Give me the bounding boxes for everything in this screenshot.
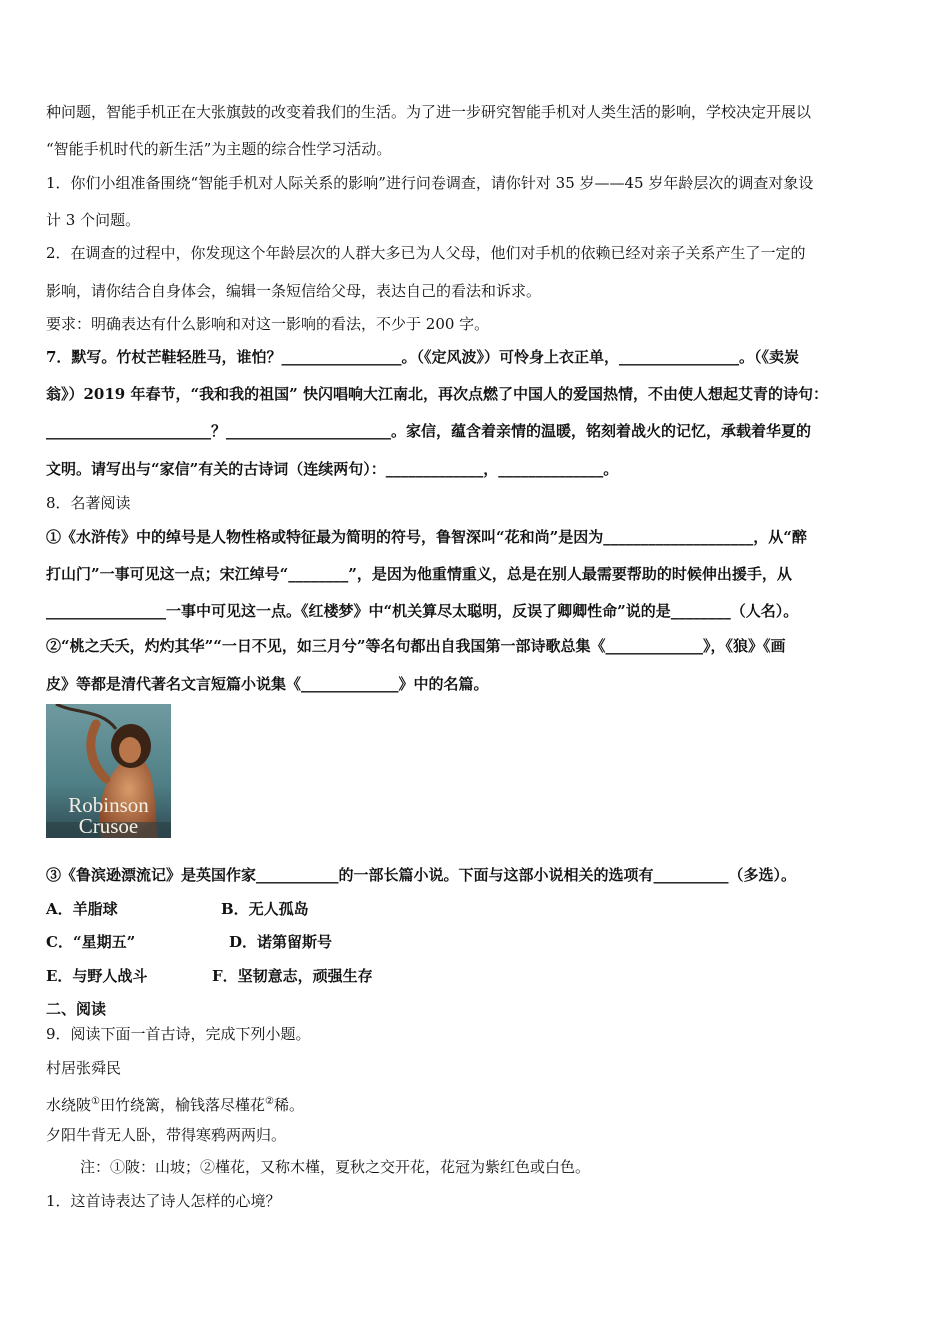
question-2-line-1: 2．在调查的过程中，你发现这个年龄层次的人群大多已为人父母，他们对手机的依赖已经对亲子关系产生了一定的 xyxy=(46,244,806,262)
poem-line-1-part-a: 水绕陂 xyxy=(46,1096,92,1114)
question-7-line-4: 文明。请写出与“家信”有关的古诗词（连续两句）：_____________，______________。 xyxy=(46,460,619,478)
intro-line-1: 种问题，智能手机正在大张旗鼓的改变着我们的生活。为了进一步研究智能手机对人类生活的影响，学校决定开展以 xyxy=(46,103,812,121)
option-a: A．羊脂球 xyxy=(46,900,118,918)
poem-note: 注：①陂：山坡；②槿花，又称木槿，夏秋之交开花，花冠为紫红色或白色。 xyxy=(80,1158,591,1176)
option-d: D．诺第留斯号 xyxy=(229,933,333,951)
question-2-line-2: 影响，请你结合自身体会，编辑一条短信给父母，表达自己的看法和诉求。 xyxy=(46,282,542,300)
book-cover-image xyxy=(46,704,171,838)
question-9-sub-1: 1．这首诗表达了诗人怎样的心境？ xyxy=(46,1192,281,1210)
question-8-part-2-line-1: ②“桃之夭夭，灼灼其华”“一日不见，如三月兮”等名句都出自我国第一部诗歌总集《_____________》，《狼》《画 xyxy=(46,637,786,655)
question-8-part-1-line-1: ①《水浒传》中的绰号是人物性格或特征最为简明的符号，鲁智深叫“花和尚”是因为____________________，从“醉 xyxy=(46,528,807,546)
question-8-title: 8．名著阅读 xyxy=(46,494,131,512)
option-c: C．“星期五” xyxy=(46,933,136,951)
question-8-part-1-line-3: ________________一事中可见这一点。《红楼梦》中“机关算尽太聪明，反误了卿卿性命”说的是________（人名）。 xyxy=(46,602,799,620)
book-cover-title-2: Crusoe xyxy=(78,814,139,838)
option-b: B．无人孤岛 xyxy=(221,900,309,918)
poem-line-1-part-b: 田竹绕篱，榆钱落尽槿花 xyxy=(99,1096,265,1114)
question-9-intro: 9．阅读下面一首古诗，完成下列小题。 xyxy=(46,1025,311,1043)
poem-line-2: 夕阳牛背无人卧，带得寒鸦两两归。 xyxy=(46,1126,287,1144)
question-8-part-1-line-2: 打山门”一事可见这一点；宋江绰号“________”，是因为他重情重义，总是在别人最需要帮助的时候伸出援手，从 xyxy=(46,565,792,583)
poem-title: 村居张舜民 xyxy=(46,1059,122,1077)
poem-line-1-part-c: 稀。 xyxy=(273,1096,304,1114)
intro-line-2: “智能手机时代的新生活”为主题的综合性学习活动。 xyxy=(46,140,392,158)
question-7-line-3: ______________________？______________________。家信，蕴含着亲情的温暖，铭刻着战火的记忆，承载着华夏的 xyxy=(46,422,812,440)
question-1-line-2: 计 3 个问题。 xyxy=(46,211,141,229)
option-f: F．坚韧意志，顽强生存 xyxy=(212,967,373,985)
footnote-mark-1: ① xyxy=(91,1096,100,1107)
option-e: E．与野人战斗 xyxy=(46,967,148,985)
question-1-line-1: 1．你们小组准备围绕“智能手机对人际关系的影响”进行问卷调查，请你针对 35 岁——45 岁年龄层次的调查对象设 xyxy=(46,174,814,192)
question-8-part-3: ③《鲁滨逊漂流记》是英国作家___________的一部长篇小说。下面与这部小说相关的选项有__________（多选）。 xyxy=(46,866,797,884)
footnote-mark-2: ② xyxy=(265,1096,274,1107)
book-cover-title-1: Robinson xyxy=(68,793,149,817)
section-2-heading: 二、阅读 xyxy=(46,1000,107,1018)
question-7-line-1: 7．默写。竹杖芒鞋轻胜马，谁怕？________________。（《定风波》）可怜身上衣正单，________________。（《卖炭 xyxy=(46,348,799,366)
requirement-text: 要求：明确表达有什么影响和对这一影响的看法，不少于 200 字。 xyxy=(46,315,490,333)
poem-line-1 xyxy=(46,1092,304,1115)
question-7-line-2: 翁》）2019 年春节，“我和我的祖国” 快闪唱响大江南北，再次点燃了中国人的爱国热情，不由使人想起艾青的诗句： xyxy=(46,385,828,403)
question-8-part-2-line-2: 皮》等都是清代著名文言短篇小说集《_____________》中的名篇。 xyxy=(46,675,489,693)
